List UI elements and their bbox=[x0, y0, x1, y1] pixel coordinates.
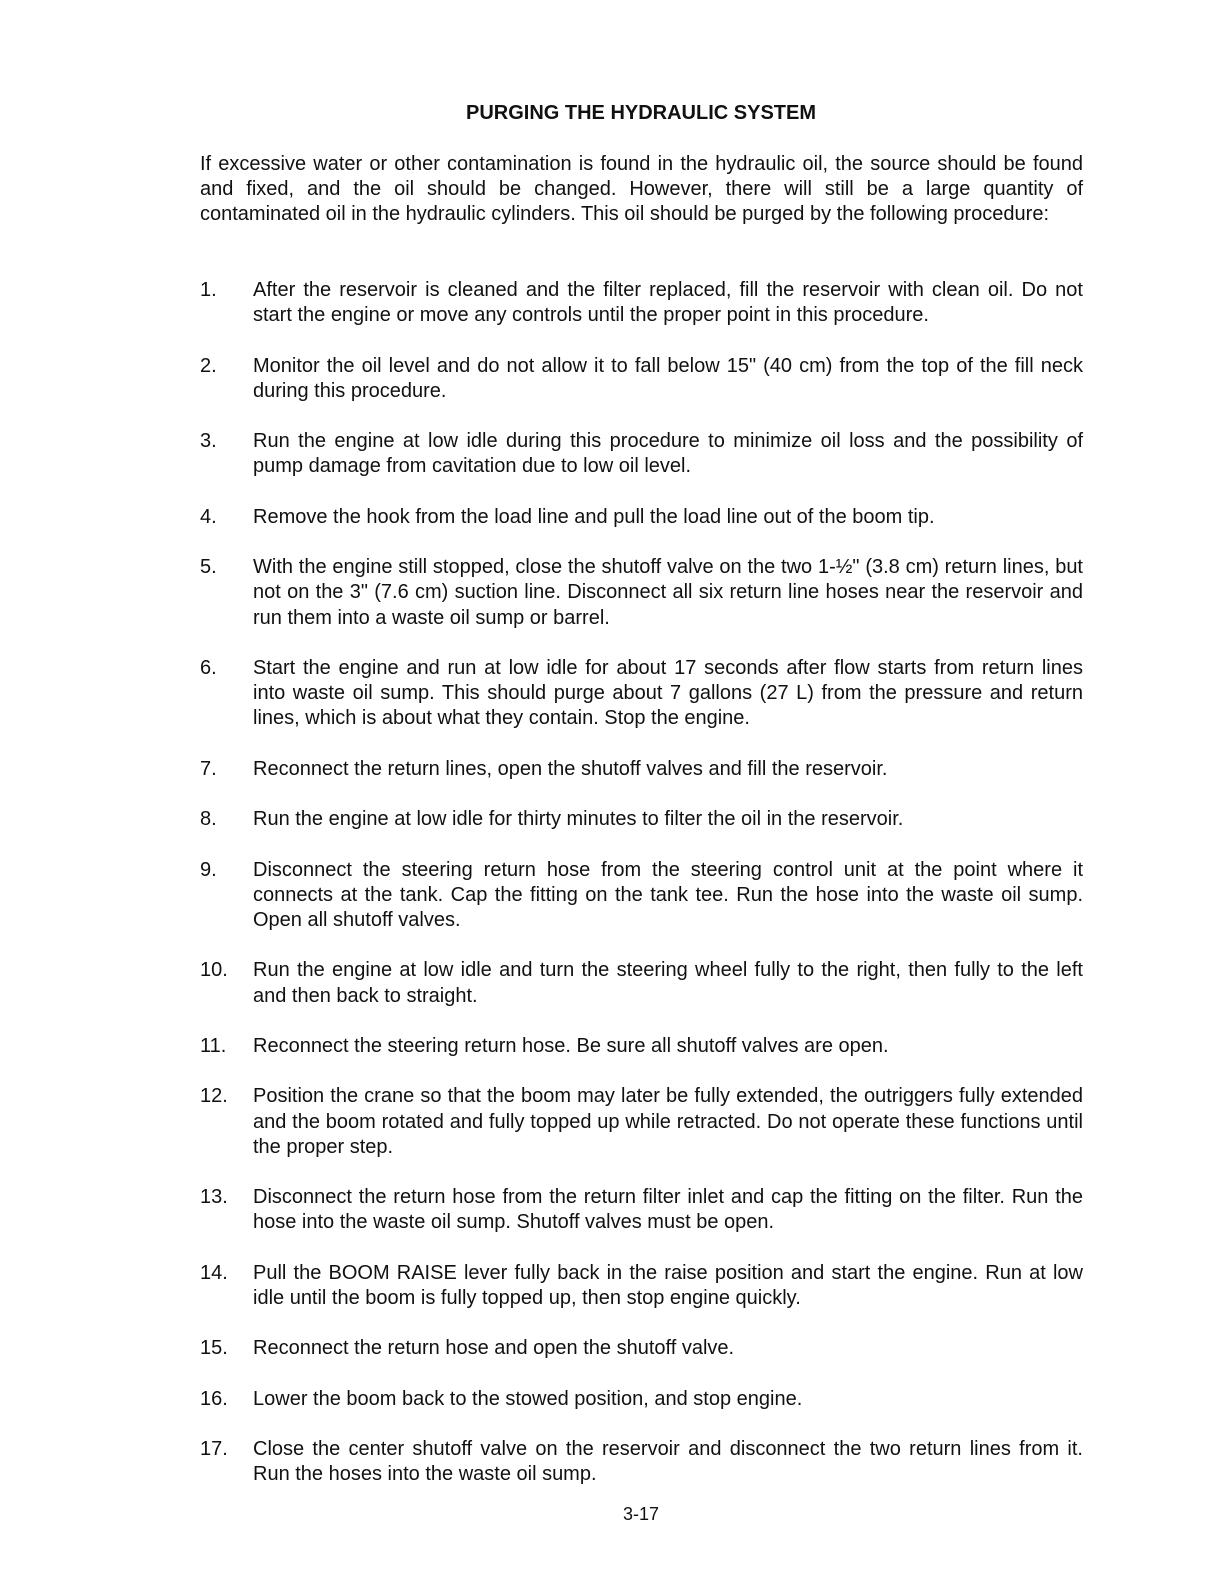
step-number: 14. bbox=[200, 1261, 228, 1284]
list-item bbox=[200, 1185, 1083, 1235]
step-text: Lower the boom back to the stowed position, and stop engine. bbox=[253, 1387, 803, 1410]
page-number: 3-17 bbox=[622, 1504, 660, 1524]
step-number: 17. bbox=[200, 1438, 228, 1461]
step-number: 13. bbox=[200, 1186, 228, 1209]
list-item bbox=[200, 505, 1083, 530]
step-number: 5. bbox=[200, 556, 217, 579]
step-number: 16. bbox=[200, 1387, 228, 1410]
step-number: 1. bbox=[200, 279, 217, 301]
list-item bbox=[200, 1387, 1083, 1412]
step-text: Run the engine at low idle and turn the steering wheel fully to the right, then fully to the left and then back to straight. bbox=[253, 959, 1083, 1007]
list-item bbox=[200, 354, 1083, 404]
list-item bbox=[200, 807, 1083, 832]
step-text: Start the engine and run at low idle for about 17 seconds after flow starts from return lines into waste oil sump. This should purge about 7 gallons (27 L) from the pressure and return lines, which is about what they contain. Stop the engine. bbox=[253, 656, 1083, 730]
list-item bbox=[200, 757, 1083, 782]
intro-paragraph: If excessive water or other contamination is found in the hydraulic oil, the source should be found and fixed, and the oil should be changed. However, there will still be a large quantity of contaminated oil in the hydraulic cylinders. This oil should be purged by the following procedure: bbox=[200, 153, 1083, 226]
step-text: Reconnect the return hose and open the shutoff valve. bbox=[253, 1337, 735, 1360]
step-number: 11. bbox=[200, 1034, 227, 1057]
step-text: Disconnect the steering return hose from the steering control unit at the point where it connects at the tank. Cap the fitting on the tank tee. Run the hose into the waste oil sump. Open all shutoff valves. bbox=[253, 858, 1083, 931]
step-text: Reconnect the steering return hose. Be sure all shutoff valves are open. bbox=[253, 1034, 889, 1057]
step-text: Run the engine at low idle during this procedure to minimize oil loss and the possibility of pump damage from cavitation due to low oil level. bbox=[253, 430, 1083, 478]
list-item bbox=[200, 656, 1083, 732]
list-item bbox=[200, 278, 1083, 328]
step-text: Disconnect the return hose from the return filter inlet and cap the fitting on the filter. Run the hose into the waste oil sump. Shutoff valves must be open. bbox=[253, 1186, 1083, 1234]
step-text: Run the engine at low idle for thirty minutes to filter the oil in the reservoir. bbox=[253, 808, 904, 831]
list-item bbox=[200, 1261, 1083, 1311]
step-text: With the engine still stopped, close the shutoff valve on the two 1-½" (3.8 cm) return lines, but not on the 3" (7.6 cm) suction line. Disconnect all six return line hoses near the reservoir and run them into a waste oil sump or barrel. bbox=[253, 556, 1083, 629]
list-item bbox=[200, 429, 1083, 479]
step-number: 15. bbox=[200, 1337, 228, 1360]
step-text: Reconnect the return lines, open the shutoff valves and fill the reservoir. bbox=[253, 757, 888, 780]
list-item bbox=[200, 1336, 1083, 1361]
list-item bbox=[200, 1084, 1083, 1160]
page-title: PURGING THE HYDRAULIC SYSTEM bbox=[465, 102, 817, 124]
step-text: Position the crane so that the boom may later be fully extended, the outriggers fully extended and the boom rotated and fully topped up while retracted. Do not operate these functions until the proper step. bbox=[253, 1085, 1083, 1158]
step-text: Remove the hook from the load line and pull the load line out of the boom tip. bbox=[253, 505, 935, 528]
step-number: 3. bbox=[200, 430, 217, 453]
step-number: 6. bbox=[200, 656, 217, 679]
step-text: Close the center shutoff valve on the reservoir and disconnect the two return lines from it. Run the hoses into the waste oil sump. bbox=[253, 1438, 1083, 1486]
list-item bbox=[200, 958, 1083, 1008]
step-number: 8. bbox=[200, 808, 217, 831]
step-text: After the reservoir is cleaned and the filter replaced, fill the reservoir with clean oil. Do not start the engine or move any controls until the proper point in this procedure. bbox=[253, 279, 1083, 327]
step-text: Pull the BOOM RAISE lever fully back in the raise position and start the engine. Run at low idle until the boom is fully topped up, then stop engine quickly. bbox=[253, 1261, 1083, 1309]
procedure-steps-list bbox=[200, 278, 1083, 1513]
list-item bbox=[200, 858, 1083, 934]
step-number: 10. bbox=[200, 959, 228, 982]
step-number: 9. bbox=[200, 858, 217, 881]
list-item bbox=[200, 1034, 1083, 1059]
step-number: 12. bbox=[200, 1085, 228, 1108]
step-text: Monitor the oil level and do not allow it to fall below 15" (40 cm) from the top of the fill neck during this procedure. bbox=[253, 354, 1083, 402]
step-number: 2. bbox=[200, 354, 217, 377]
step-number: 4. bbox=[200, 505, 217, 528]
step-number: 7. bbox=[200, 757, 217, 780]
list-item bbox=[200, 555, 1083, 631]
list-item bbox=[200, 1437, 1083, 1487]
